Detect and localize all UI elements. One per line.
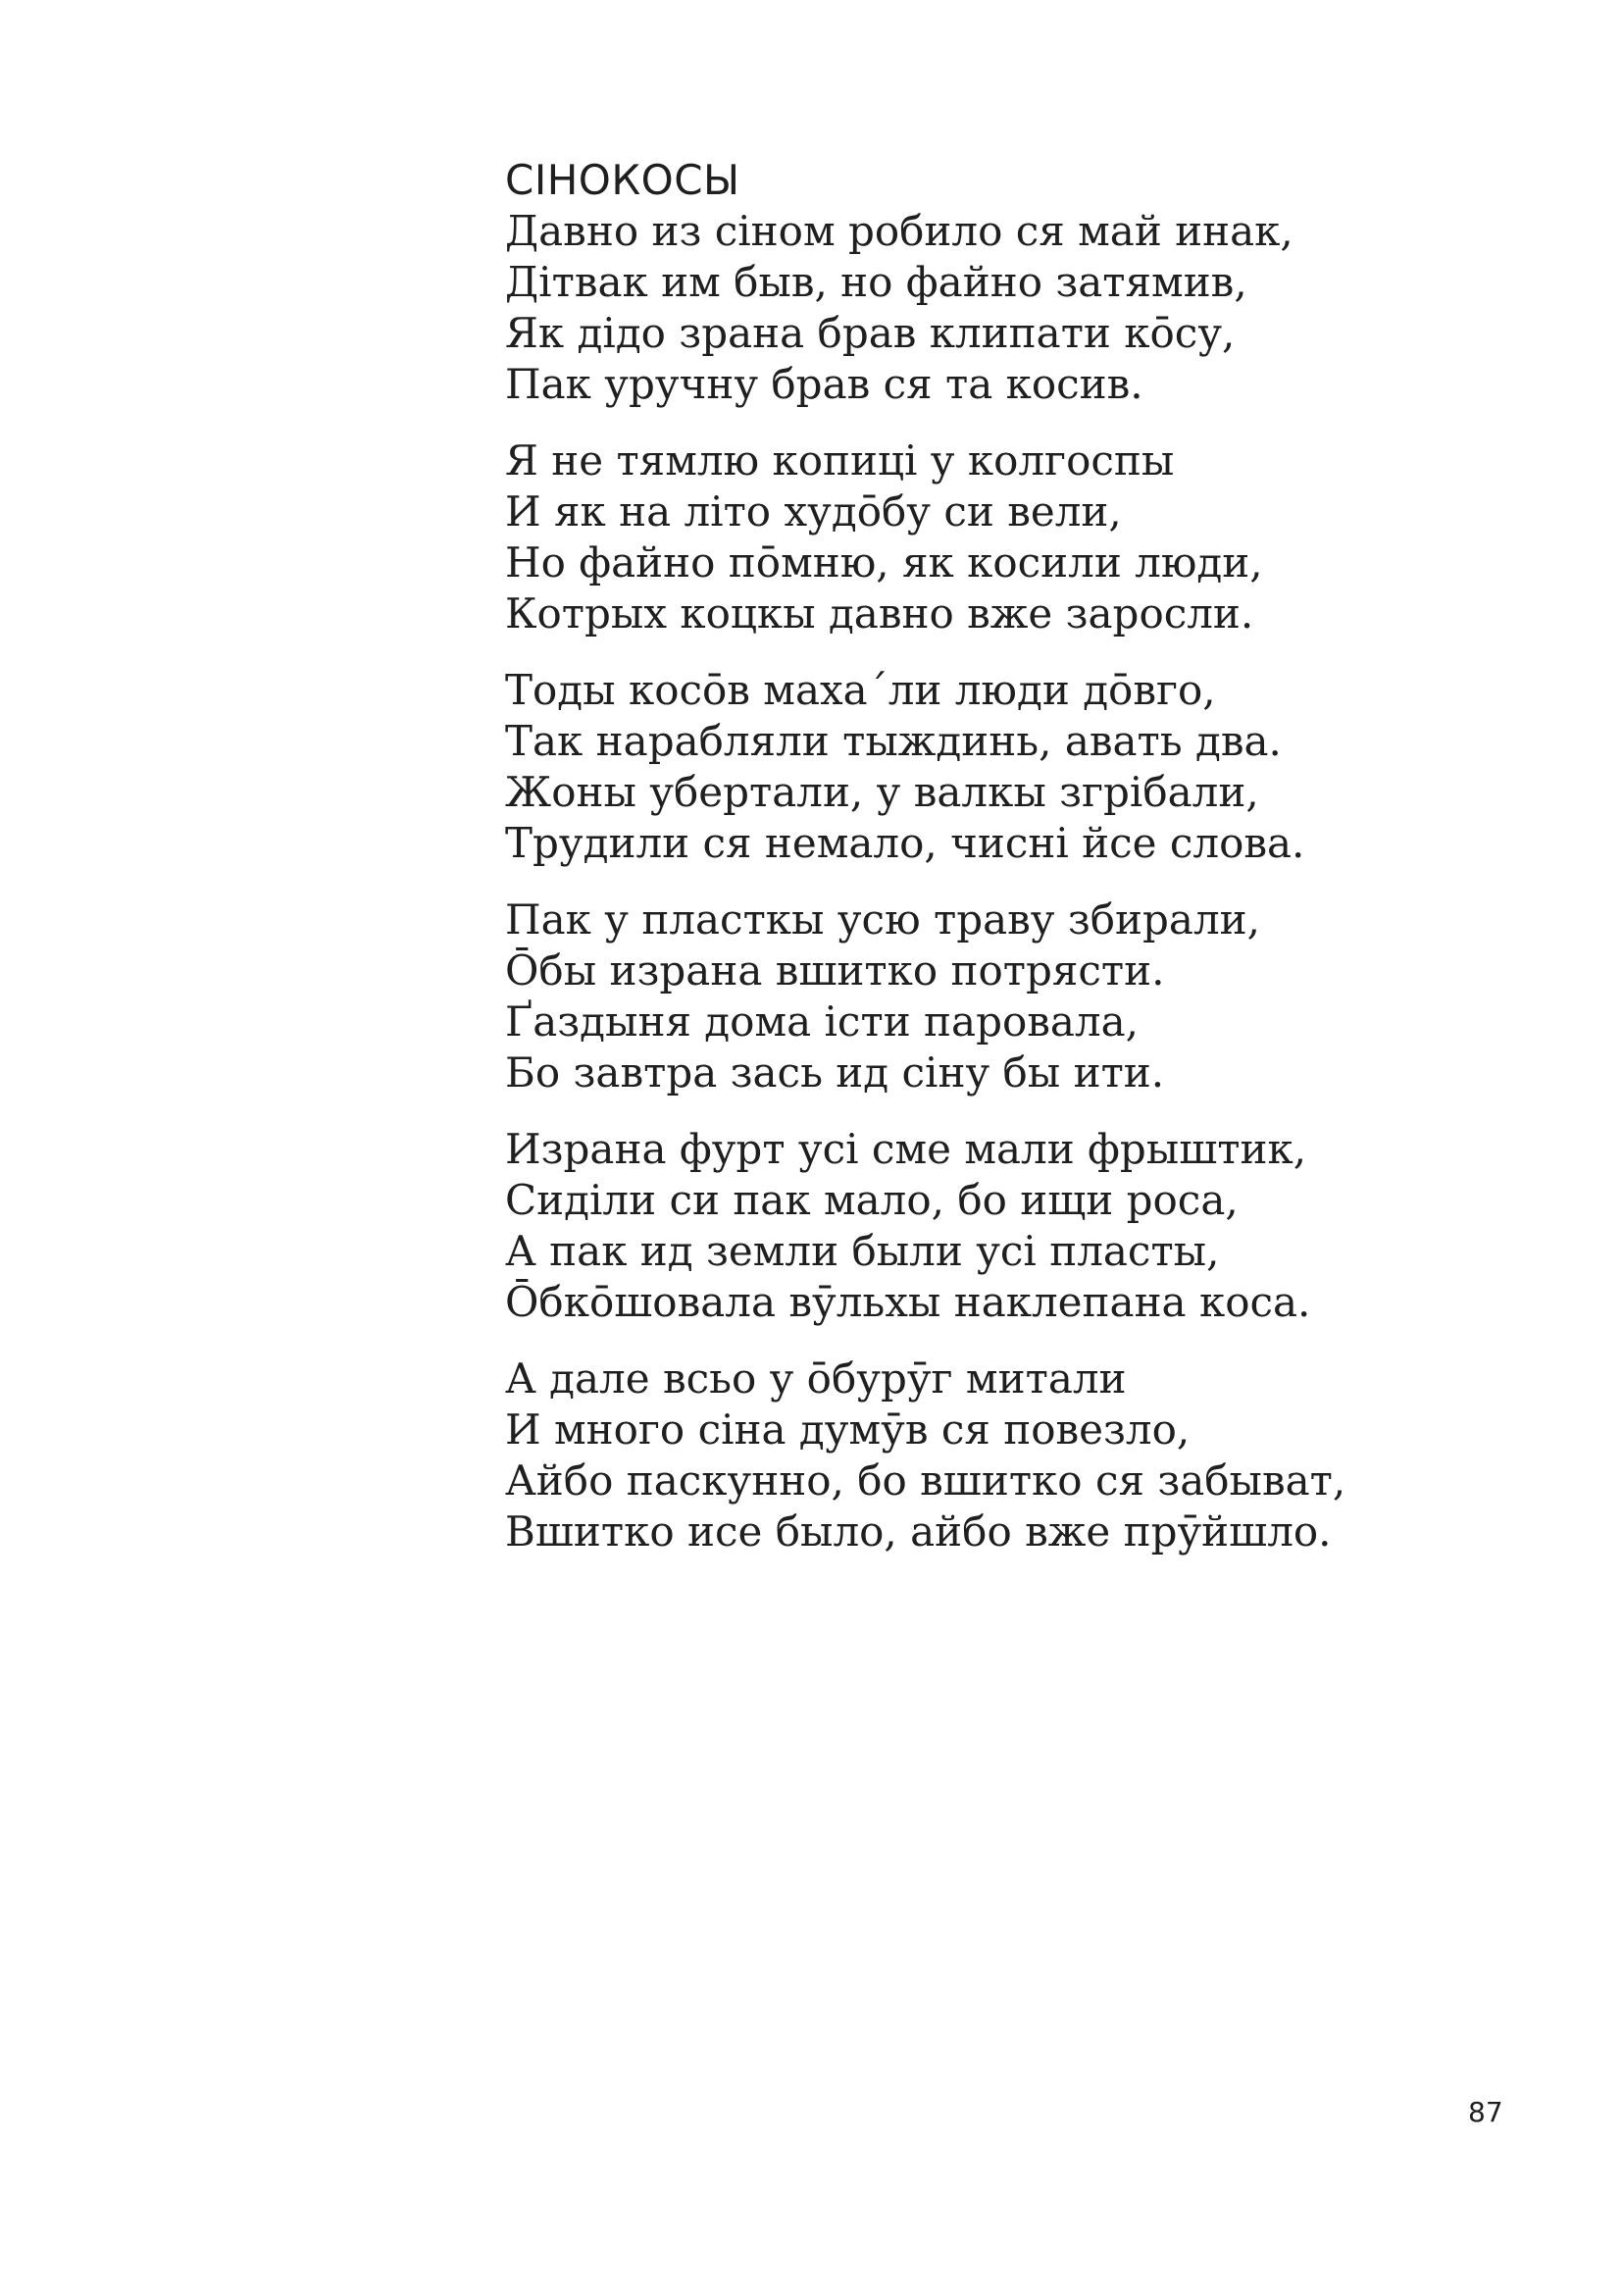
poem-line: Я не тямлю копиці у колгоспы — [505, 436, 1175, 485]
stanza-2 — [505, 435, 1486, 639]
poem-line: А пак ид земли были усі пласты, — [505, 1227, 1220, 1275]
poem-line: Так нарабляли тыждинь, авать два. — [505, 717, 1282, 765]
poem-line: И много сіна думӯв ся повезло, — [505, 1405, 1191, 1454]
stanza-4 — [505, 894, 1486, 1098]
stanza-1 — [505, 206, 1486, 410]
poem-line: А дале всьо у ōбурӯг митали — [505, 1354, 1127, 1403]
poem-line: Израна фурт усі сме мали фрыштик, — [505, 1125, 1307, 1173]
poem-line: Дітвак им быв, но файно затямив, — [505, 258, 1247, 306]
poem-line: Ōбкōшовала вӯльхы наклепана коса. — [505, 1278, 1311, 1326]
poem-line: Но файно пōмню, як косили люди, — [505, 538, 1263, 587]
poem-line: Сиділи си пак мало, бо ищи роса, — [505, 1176, 1239, 1224]
poem-line: Айбо паскунно, бо вшитко ся забыват, — [505, 1456, 1346, 1505]
stanza-6 — [505, 1353, 1486, 1557]
stanza-5 — [505, 1124, 1486, 1328]
poem-line: Трудили ся немало, чисні йсе слова. — [505, 819, 1305, 867]
poem-line: Вшитко исе было, айбо вже прӯйшло. — [505, 1507, 1332, 1556]
poem-line: Котрых коцкы давно вже заросли. — [505, 589, 1254, 638]
poem-line: Ōбы израна вшитко потрясти. — [505, 946, 1165, 995]
poem-line: Жоны убертали, у валкы згрібали, — [505, 768, 1259, 816]
poem-line: Пак уручну брав ся та косив. — [505, 360, 1143, 408]
poem-line: Ґаздыня дома істи паровала, — [505, 997, 1139, 1046]
poem-line: И як на літо худōбу си вели, — [505, 487, 1122, 536]
page-number: 87 — [1468, 2096, 1503, 2128]
poem-line: Давно из сіном робило ся май инак, — [505, 207, 1293, 255]
poem-line: Тоды косōв маха´ли люди дōвго, — [505, 666, 1216, 714]
poem — [505, 155, 1486, 1583]
poem-line: Бо завтра зась ид сіну бы ити. — [505, 1048, 1165, 1097]
poem-title: СІНОКОСЫ — [505, 156, 740, 204]
poem-line: Як дідо зрана брав клипати кōсу, — [505, 309, 1236, 357]
stanza-3 — [505, 665, 1486, 869]
poem-line: Пак у пласткы усю траву збирали, — [505, 895, 1260, 944]
